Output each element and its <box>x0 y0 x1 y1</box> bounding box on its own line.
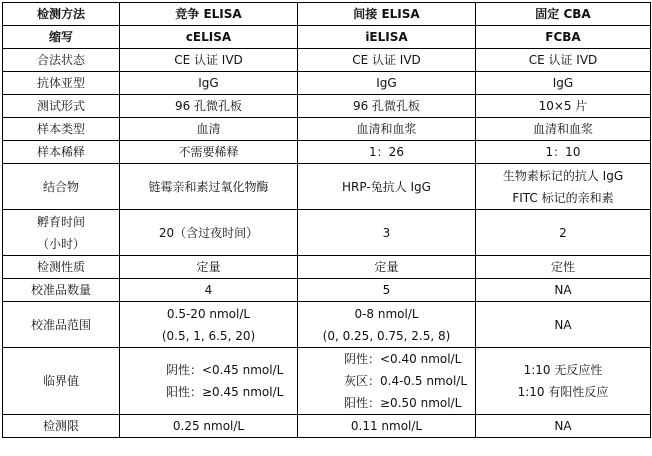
cell-line: FCBA <box>545 30 581 44</box>
header-indirect-elisa: 间接 ELISA <box>298 3 476 26</box>
cell-line: 阴性：<0.45 nmol/L <box>166 363 284 377</box>
cell-line: HRP-兔抗人 IgG <box>342 179 431 194</box>
header-competitive-elisa: 竞争 ELISA <box>120 3 298 26</box>
table-cell <box>120 118 298 141</box>
table-cell <box>120 279 298 302</box>
cell-line: NA <box>554 419 572 433</box>
table-cell <box>476 348 651 415</box>
table-row <box>3 256 651 279</box>
table-cell <box>120 95 298 118</box>
table-row <box>3 118 651 141</box>
table-row <box>3 72 651 95</box>
row-label: 检测限 <box>3 415 120 438</box>
cell-line: IgG <box>376 76 397 90</box>
cell-line: 血清和血浆 <box>356 122 417 136</box>
cell-line: (0.5, 1, 6.5, 20) <box>161 328 256 343</box>
table-cell <box>120 415 298 438</box>
row-label: 缩写 <box>3 26 120 49</box>
table-cell <box>120 210 298 256</box>
cell-line: cELISA <box>185 30 232 44</box>
table-row <box>3 415 651 438</box>
cell-line: IgG <box>198 76 219 90</box>
table-row <box>3 210 651 256</box>
table-cell <box>476 141 651 164</box>
cell-line: 阳性：≥0.50 nmol/L <box>344 396 462 410</box>
table-cell <box>298 302 476 348</box>
cell-line: 4 <box>204 283 213 297</box>
row-label: 抗体亚型 <box>3 72 120 95</box>
cell-line: 96 孔微孔板 <box>352 99 421 113</box>
table-cell <box>120 72 298 95</box>
cell-line: iELISA <box>365 30 408 44</box>
cell-line: 0.25 nmol/L <box>172 419 245 433</box>
table-cell <box>476 95 651 118</box>
table-cell <box>298 164 476 210</box>
table-cell <box>120 256 298 279</box>
table-row <box>3 348 651 415</box>
cell-line: CE 认证 IVD <box>528 53 598 67</box>
row-label: 结合物 <box>3 164 120 210</box>
cell-line: 1:10 无反应性 <box>523 363 603 377</box>
table-row <box>3 302 651 348</box>
table-cell <box>298 26 476 49</box>
table-row <box>3 141 651 164</box>
table-cell <box>120 302 298 348</box>
table-cell <box>476 256 651 279</box>
cell-line: IgG <box>552 76 574 90</box>
cell-line: 5 <box>382 283 391 297</box>
table-cell <box>120 141 298 164</box>
cell-line: CE 认证 IVD <box>352 53 421 67</box>
table-cell <box>298 279 476 302</box>
table-cell <box>476 302 651 348</box>
cell-line: 生物素标记的抗人 IgG <box>502 168 624 183</box>
cell-line: 血清 <box>196 122 221 136</box>
table-row <box>3 279 651 302</box>
table-cell <box>298 72 476 95</box>
table-cell <box>298 118 476 141</box>
header-row <box>3 3 651 26</box>
comparison-table <box>2 2 651 438</box>
table-row <box>3 49 651 72</box>
cell-line: 不需要稀释 <box>178 145 239 159</box>
cell-line: 10×5 片 <box>538 99 588 113</box>
cell-line: 1：26 <box>369 145 404 159</box>
table-row <box>3 164 651 210</box>
table-cell <box>298 256 476 279</box>
table-cell <box>476 415 651 438</box>
table-cell <box>298 415 476 438</box>
table-cell <box>120 348 298 415</box>
table-cell <box>120 26 298 49</box>
cell-line: 血清和血浆 <box>532 122 593 136</box>
row-label: 合法状态 <box>3 49 120 72</box>
cell-line: 阴性：<0.40 nmol/L <box>344 352 462 366</box>
cell-line: 0-8 nmol/L <box>354 306 419 321</box>
cell-line: 2 <box>559 225 567 240</box>
table-cell <box>298 49 476 72</box>
row-label: 校准品数量 <box>3 279 120 302</box>
cell-line: FITC 标记的亲和素 <box>512 190 614 205</box>
table-cell <box>476 279 651 302</box>
cell-line: 1:10 有阳性反应 <box>517 385 609 399</box>
cell-line: CE 认证 IVD <box>174 53 243 67</box>
cell-line: 0.5-20 nmol/L <box>166 306 251 321</box>
cell-line: 定量 <box>374 260 399 274</box>
cell-line: 3 <box>382 225 391 240</box>
table-cell <box>476 118 651 141</box>
row-label: 临界值 <box>3 348 120 415</box>
table-cell <box>476 164 651 210</box>
table-cell <box>298 348 476 415</box>
cell-line: 96 孔微孔板 <box>174 99 243 113</box>
table-row <box>3 26 651 49</box>
table-cell <box>476 72 651 95</box>
table-cell <box>476 26 651 49</box>
row-label: 样本稀释 <box>3 141 120 164</box>
row-label: 样本类型 <box>3 118 120 141</box>
cell-line: 定量 <box>196 260 221 274</box>
cell-line: 1：10 <box>545 145 581 159</box>
table-cell <box>298 141 476 164</box>
header-method: 检测方法 <box>3 3 120 26</box>
table-row <box>3 95 651 118</box>
row-label: 校准品范围 <box>3 302 120 348</box>
row-label-line: 孵育时间 <box>36 214 85 229</box>
cell-line: (0, 0.25, 0.75, 2.5, 8) <box>322 328 451 343</box>
header-fixed-cba: 固定 CBA <box>476 3 651 26</box>
cell-line: 定性 <box>550 260 575 274</box>
table-cell <box>298 95 476 118</box>
cell-line: 0.11 nmol/L <box>350 419 423 433</box>
table-cell <box>298 210 476 256</box>
cell-line: 灰区：0.4-0.5 nmol/L <box>344 374 468 388</box>
row-label: 检测性质 <box>3 256 120 279</box>
table-cell <box>476 49 651 72</box>
cell-line: 阳性：≥0.45 nmol/L <box>166 385 284 399</box>
cell-line: NA <box>554 283 572 297</box>
row-label: 测试形式 <box>3 95 120 118</box>
cell-line: 链霉亲和素过氧化物酶 <box>148 179 269 194</box>
cell-line: NA <box>554 317 572 332</box>
cell-line: 20（含过夜时间） <box>158 225 259 240</box>
table-cell <box>120 164 298 210</box>
row-label <box>3 210 120 256</box>
table-cell <box>476 210 651 256</box>
row-label-line: （小时） <box>36 236 85 251</box>
table-cell <box>120 49 298 72</box>
